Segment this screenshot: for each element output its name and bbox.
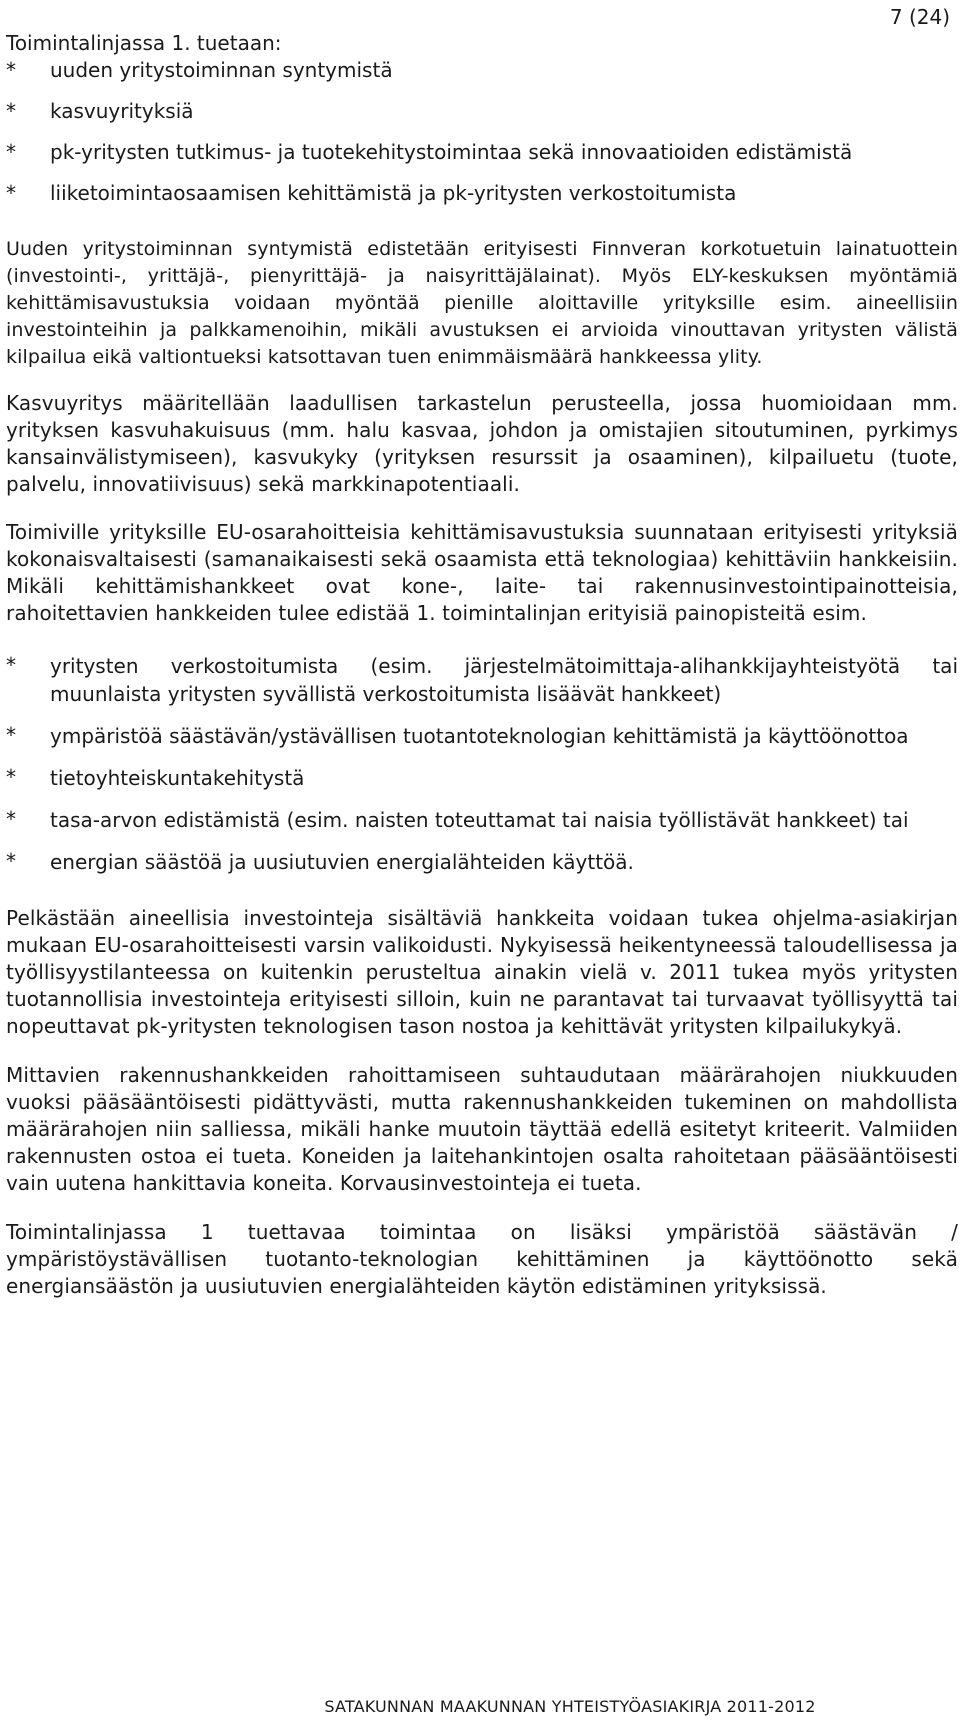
intro-bullet-list (6, 57, 958, 207)
list-item (6, 180, 958, 207)
list-item (6, 806, 958, 834)
list-item-text: ympäristöä säästävän/ystävällisen tuotantoteknologian kehittämistä ja käyttöönottoa (50, 724, 909, 748)
list-item-text: uuden yritystoiminnan syntymistä (50, 58, 393, 82)
bullet-marker: * (6, 765, 16, 789)
bullet-marker: * (6, 58, 16, 82)
bullet-marker: * (6, 653, 16, 677)
list-item-text: tasa-arvon edistämistä (esim. naisten toteuttamat tai naisia työllistävät hankkeet) tai (50, 808, 909, 832)
paragraph-environmental-technology: Toimintalinjassa 1 tuettavaa toimintaa on lisäksi ympäristöä säästävän / ympäristöystävällisen tuotanto-teknologian kehittäminen ja käyttöönotto sekä energiansäästön ja uusiutuvien energialähteiden käytön edistäminen yrityksissä. (6, 1220, 958, 1298)
list-item (6, 57, 958, 84)
paragraph-material-investments: Pelkästään aineellisia investointeja sisältäviä hankkeita voidaan tukea ohjelma-asiakirjan mukaan EU-osarahoitteisesti varsin valikoidusti. Nykyisessä heikentyneessä taloudellisessa ja työllisyystilanteessa on kuitenkin perusteltua ainakin vielä v. 2011 tukea myös yritysten tuotannollisia investointeja erityisesti silloin, kuin ne parantavat tai turvaavat työllisyyttä tai nopeuttavat pk-yritysten teknologisen tason nostoa ja kehittävät yritysten kilpailukykyä. (6, 906, 958, 1038)
page-number: 7 (24) (889, 5, 950, 29)
document-body (6, 30, 958, 1300)
list-item (6, 98, 958, 125)
list-item-text: energian säästöä ja uusiutuvien energialähteiden käyttöä. (50, 850, 634, 874)
list-item (6, 848, 958, 876)
list-item-text: liiketoimintaosaamisen kehittämistä ja pk-yritysten verkostoitumista (50, 181, 737, 205)
paragraph-new-business: Uuden yritystoiminnan syntymistä edistetään erityisesti Finnveran korkotuetuin lainatuottein (investointi-, yrittäjä-, pienyrittäjä- ja naisyrittäjälainat). Myös ELY-keskuksen myöntämiä kehittämisavustuksia voidaan myöntää pienille aloittaville yrityksille esim. aineellisiin investointeihin ja palkkamenoihin, mikäli avustuksen ei arvioida vinouttavan yritysten välistä kilpailua eikä valtiontueksi katsottavan tuen enimmäismäärä hankkeessa ylity. (6, 238, 958, 368)
paragraph-construction-projects: Mittavien rakennushankkeiden rahoittamiseen suhtaudutaan määrärahojen niukkuuden vuoksi pääsääntöisesti pidättyvästi, mutta rakennushankkeiden tukeminen on mahdollista määrärahojen niin salliessa, mikäli hanke muutoin täyttää edellä esitetyt kriteerit. Valmiiden rakennusten ostoa ei tueta. Koneiden ja laitehankintojen osalta rahoitetaan pääsääntöisesti vain uutena hankittavia koneita. Korvausinvestointeja ei tueta. (6, 1063, 958, 1195)
bullet-marker: * (6, 723, 16, 747)
list-item (6, 139, 958, 166)
list-item (6, 722, 958, 750)
list-item-text: tietoyhteiskuntakehitystä (50, 766, 305, 790)
bullet-marker: * (6, 140, 16, 164)
list-item-text: pk-yritysten tutkimus- ja tuotekehitystoimintaa sekä innovaatioiden edistämistä (50, 140, 853, 164)
paragraph-development-grants: Toimiville yrityksille EU-osarahoitteisia kehittämisavustuksia suunnataan erityisesti yrityksiä kokonaisvaltaisesti (samanaikaisesti sekä osaamista että teknologiaa) kehittäviin hankkeisiin. Mikäli kehittämishankkeet ovat kone-, laite- tai rakennusinvestointipainotteisia, rahoitettavien hankkeiden tulee edistää 1. toimintalinjan erityisiä painopisteitä esim. (6, 520, 958, 625)
bullet-marker: * (6, 181, 16, 205)
list-item (6, 652, 958, 708)
list-item-text: kasvuyrityksiä (50, 99, 194, 123)
list-item (6, 764, 958, 792)
page-footer: SATAKUNNAN MAAKUNNAN YHTEISTYÖASIAKIRJA 2011-2012 (324, 1697, 816, 1716)
bullet-marker: * (6, 807, 16, 831)
list-item-text: yritysten verkostoitumista (esim. järjestelmätoimittaja-alihankkijayhteistyötä tai muunlaista yritysten syvällistä verkostoitumista lisäävät hankkeet) (50, 654, 958, 706)
bullet-marker: * (6, 99, 16, 123)
paragraph-growth-company: Kasvuyritys määritellään laadullisen tarkastelun perusteella, jossa huomioidaan mm. yrityksen kasvuhakuisuus (mm. halu kasvaa, johdon ja omistajien sitoutuminen, pyrkimys kansainvälistymiseen), kasvukyky (yrityksen resurssit ja osaaminen), kilpailuetu (tuote, palvelu, innovatiivisuus) sekä markkinapotentiaali. (6, 391, 958, 496)
bullet-marker: * (6, 849, 16, 873)
priority-bullet-list (6, 652, 958, 876)
intro-lead: Toimintalinjassa 1. tuetaan: (6, 31, 282, 55)
